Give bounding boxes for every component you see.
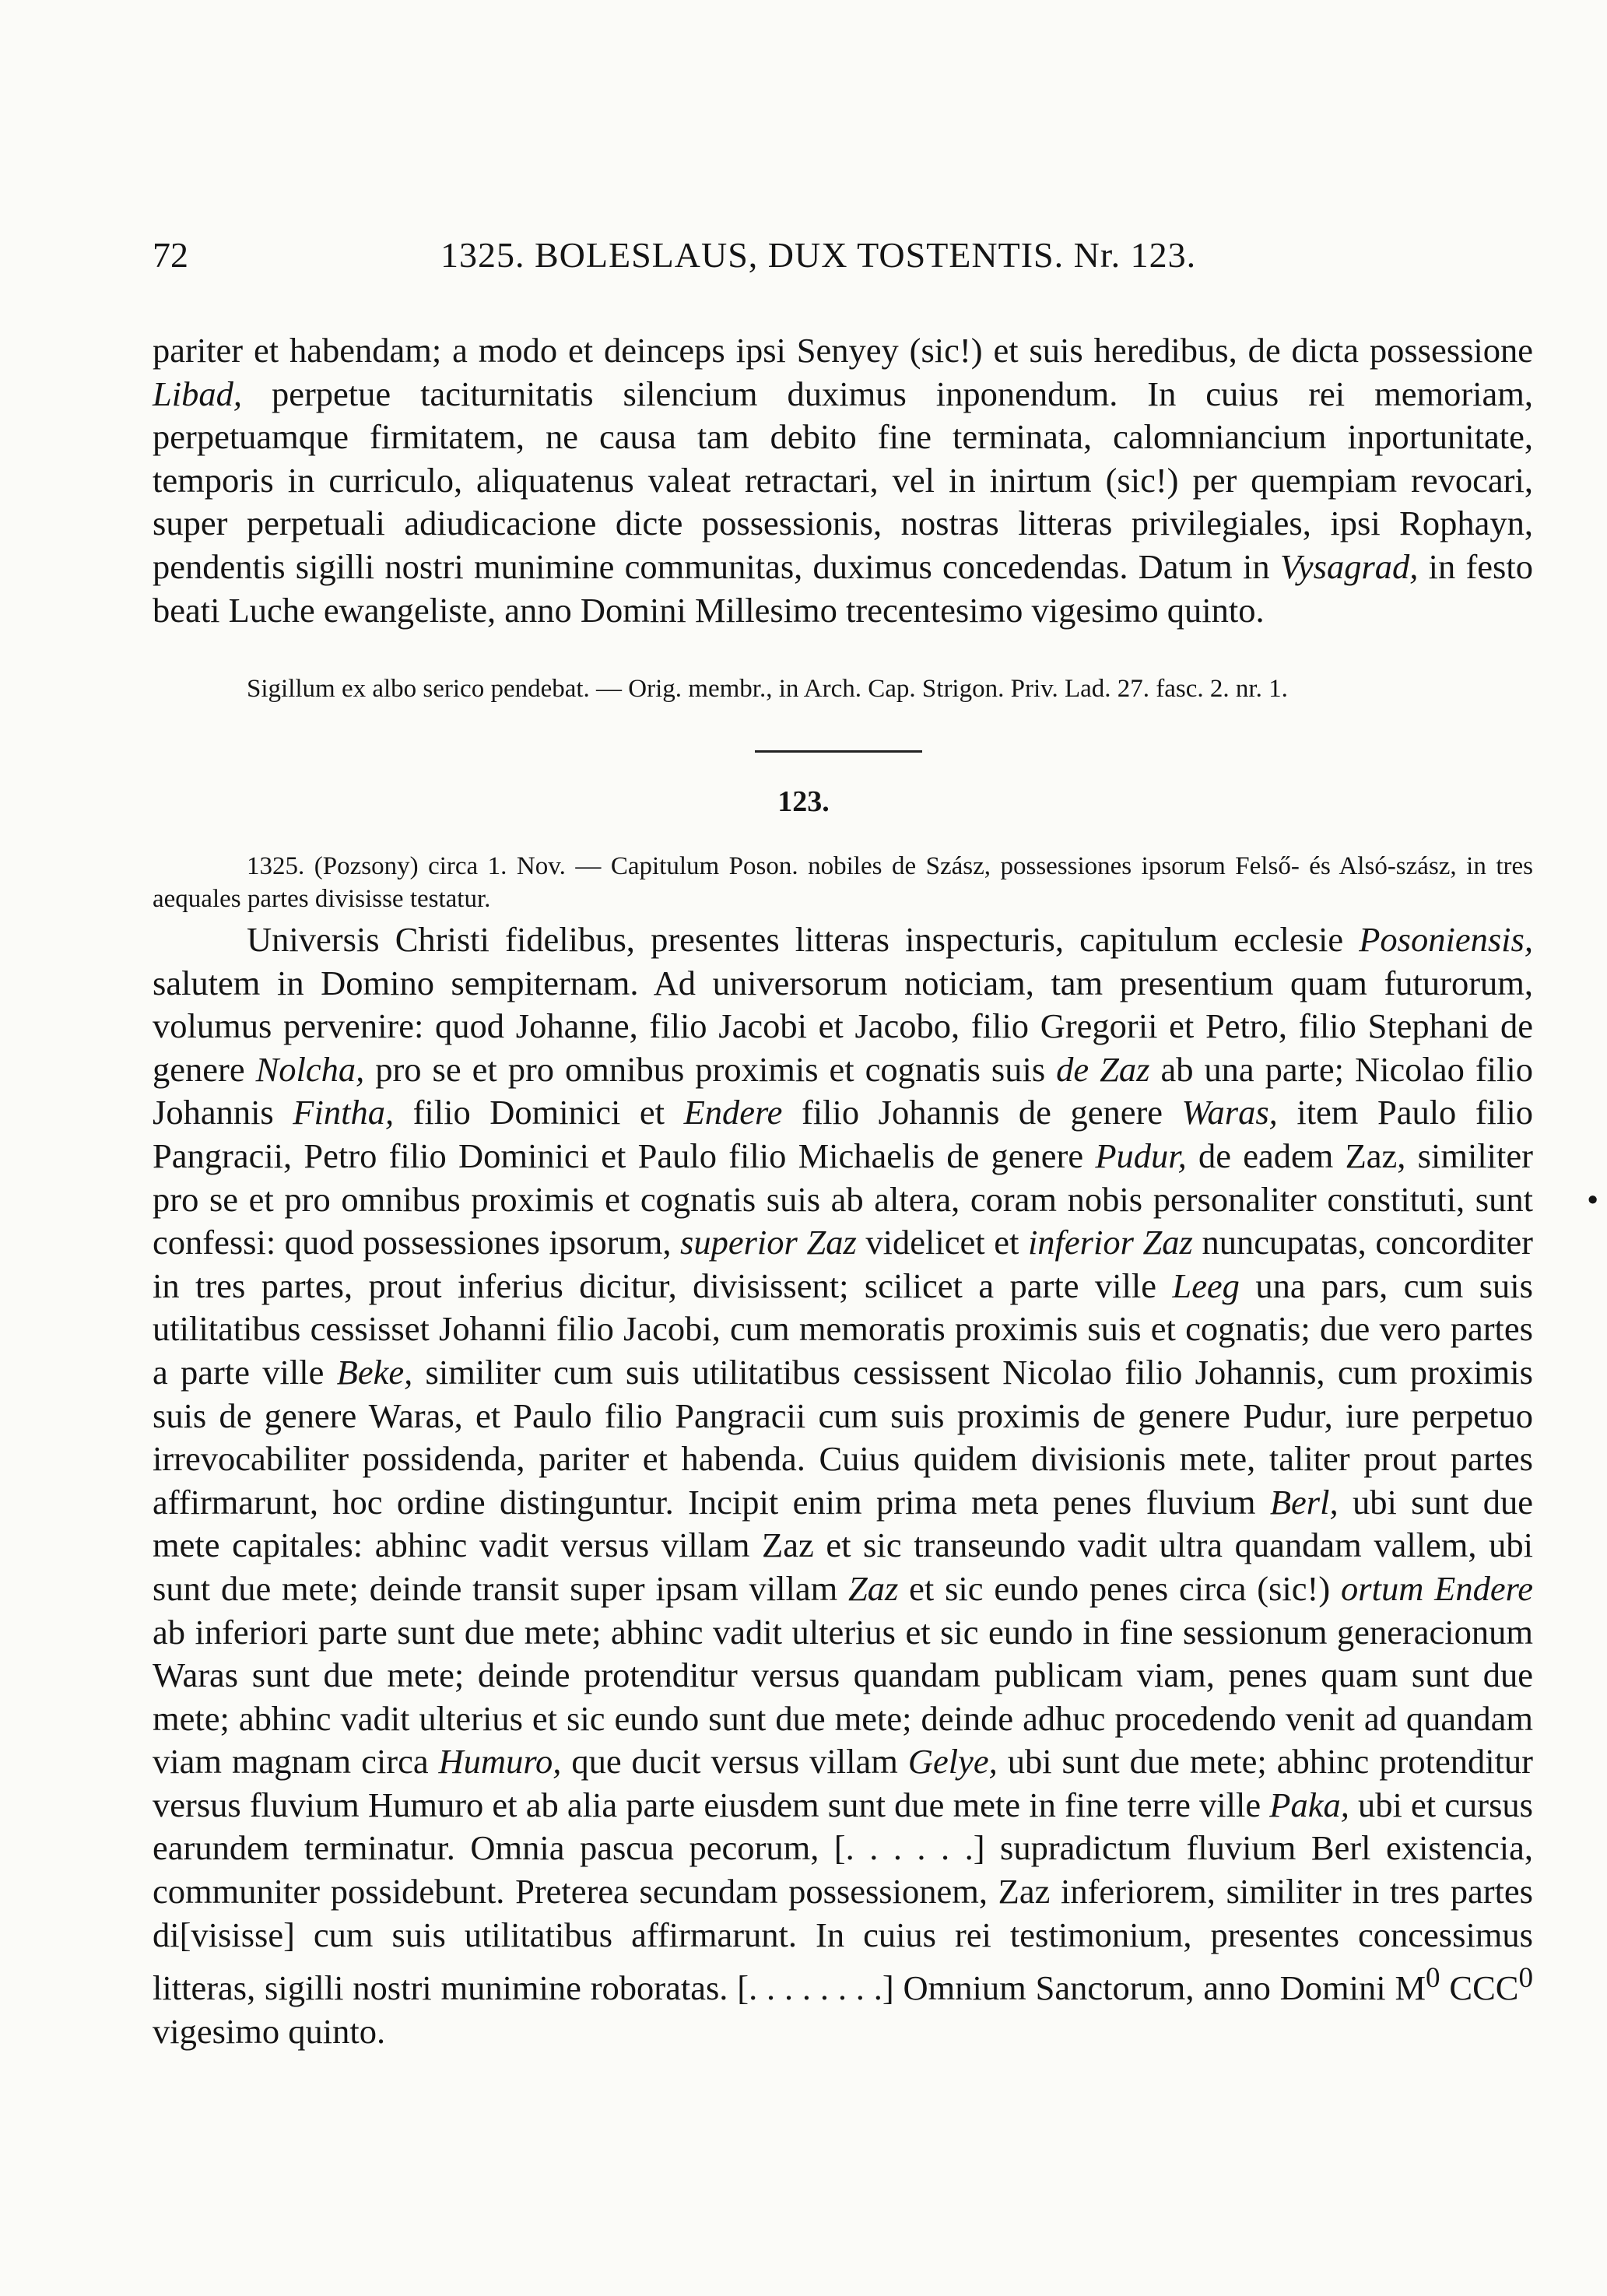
text-segment: filio Johannis de genere (782, 1093, 1182, 1132)
place-name: de Zaz (1056, 1049, 1150, 1089)
place-name: Endere (683, 1093, 783, 1132)
text-segment: ab una parte; Nicolao filio Johannis (153, 1049, 1533, 1132)
text-segment: salutem in Domino sempiternam. Ad universorum noticiam, tam presentium quam futurorum, volumus pervenire: quod Johanne, filio Jacobi et Jacobo, filio Gregorii et Petro, filio Stephani de genere (153, 963, 1533, 1089)
page-number: 72 (153, 235, 188, 275)
place-name: ortum Endere (1341, 1568, 1533, 1608)
place-name: Fintha, (293, 1093, 395, 1132)
running-title: 1325. BOLESLAUS, DUX TOSTENTIS. Nr. 123. (440, 235, 1197, 275)
place-name: Vysagrad, (1279, 546, 1419, 586)
text-segment: ubi sunt due mete; abhinc protenditur versus fluvium Humuro et ab alia parte eiusdem sunt due mete in fine terre ville (153, 1742, 1534, 1824)
place-name: Beke, (336, 1352, 413, 1392)
margin-mark: • (1588, 1184, 1598, 1216)
text-segment: ubi et cursus earundem terminatur. Omnia pascua pecorum, [. . . . . .] supradictum fluvium Berl existencia, communiter possidebunt. Preterea secundam possessionem, Zaz inferiorem, similiter in tres partes di[visisse] cum suis utilitatibus affirmarunt. In cuius rei testimonium, presentes concessimus litteras, sigilli nostri munimine roboratas. [. . . . . . . .] Omnium Sanctorum, anno Domini M (153, 1785, 1533, 2008)
place-name: Humuro, (438, 1742, 562, 1782)
place-name: inferior Zaz (1027, 1223, 1193, 1262)
place-name: Libad, (153, 374, 242, 413)
source-note-text: Sigillum ex albo serico pendebat. — Orig. membr., in Arch. Cap. Strigon. Priv. Lad. 27. fasc. 2. nr. 1. (247, 675, 1288, 703)
text-segment: videlicet et (856, 1223, 1028, 1262)
regest-text: 1325. (Pozsony) circa 1. Nov. — Capitulum Poson. nobiles de Szász, possessiones ipsorum Felső- és Alsó-szász, in tres aequales partes divisisse testatur. (153, 852, 1533, 913)
text-segment: de eadem Zaz, similiter pro se et pro omnibus proximis et cognatis suis ab altera, coram nobis personaliter constituti, sunt confessi: quod possessiones ipsorum, (153, 1136, 1533, 1262)
text-segment: pro se et pro omnibus proximis et cognatis suis (364, 1049, 1057, 1089)
document-regest (153, 850, 1533, 915)
text-segment: et sic eundo penes circa (sic!) (898, 1568, 1342, 1608)
place-name: Zaz (848, 1568, 899, 1608)
place-name: Berl, (1269, 1482, 1339, 1522)
text-segment: similiter cum suis utilitatibus cessissent Nicolao filio Johannis, cum proximis suis de genere Waras, et Paulo filio Pangracii cum suis proximis de genere Pudur, iure perpetuo irrevocabiliter possidenda, pariter et habenda. Cuius quidem divisionis mete, taliter prout partes affirmarunt, hoc ordine distinguntur. Incipit enim prima meta penes fluvium (153, 1352, 1533, 1522)
document-text (153, 918, 1533, 2053)
place-name: Posoniensis, (1359, 920, 1533, 959)
text-segment: item Paulo filio Pangracii, Petro filio Dominici et Paulo filio Michaelis de genere (153, 1093, 1533, 1175)
place-name: Paka, (1269, 1785, 1349, 1824)
place-name: superior Zaz (680, 1223, 857, 1262)
place-name: Gelye, (907, 1742, 998, 1782)
text-segment: CCC (1440, 1968, 1519, 2008)
text-segment: Universis Christi fidelibus, presentes litteras inspecturis, capitulum ecclesie (247, 920, 1360, 959)
superscript: 0 (1518, 1962, 1533, 1995)
place-name: Nolcha, (255, 1049, 365, 1089)
text-segment: pariter et habendam; a modo et deinceps ipsi Senyey (sic!) et suis heredibus, de dicta possessione (153, 331, 1533, 370)
text-segment: nuncupatas, concorditer in tres partes, prout inferius dicitur, divisissent; scilicet a parte ville (153, 1223, 1533, 1305)
place-name: Waras, (1181, 1093, 1278, 1132)
place-name: Leeg (1172, 1266, 1240, 1305)
text-segment: una pars, cum suis utilitatibus cessisset Johanni filio Jacobi, cum memoratis proximis suis et cognatis; due vero partes a parte ville (153, 1266, 1533, 1392)
text-segment: in festo beati Luche ewangeliste, anno Domini Millesimo trecentesimo vigesimo quinto. (153, 546, 1533, 630)
previous-document-text (153, 329, 1533, 632)
place-name: Pudur, (1095, 1136, 1187, 1175)
text-segment: ab inferiori parte sunt due mete; abhinc vadit ulterius et sic eundo in fine sessionum generacionum Waras sunt due mete; deinde protenditur versus quandam publicam viam, penes quam sunt due mete; abhinc vadit ulterius et sic eundo sunt due mete; deinde adhuc procedendo venit ad quandam viam magnam circa (153, 1612, 1533, 1782)
separator-rule (755, 750, 922, 753)
text-segment: filio Dominici et (394, 1093, 684, 1132)
document-number: 123. (777, 785, 830, 818)
source-note (153, 672, 1533, 705)
text-segment: vigesimo quinto. (153, 2011, 386, 2051)
superscript: 0 (1426, 1962, 1440, 1995)
text-segment: ubi sunt due mete capitales: abhinc vadit versus villam Zaz et sic transeundo vadit ultra quandam vallem, ubi sunt due mete; deinde transit super ipsam villam (153, 1482, 1533, 1608)
text-segment: perpetue taciturnitatis silencium duximus inponendum. In cuius rei memoriam, perpetuamque firmitatem, ne causa tam debito fine terminata, calomniancium inportunitate, temporis in curriculo, aliquatenus valeat retractari, vel in inirtum (sic!) per quempiam revocari, super perpetuali adiudicacione dicte possessionis, nostras litteras privilegiales, ipsi Rophayn, pendentis sigilli nostri munimine communitas, duximus concedendas. Datum in (153, 374, 1533, 586)
text-segment: que ducit versus villam (561, 1742, 908, 1782)
